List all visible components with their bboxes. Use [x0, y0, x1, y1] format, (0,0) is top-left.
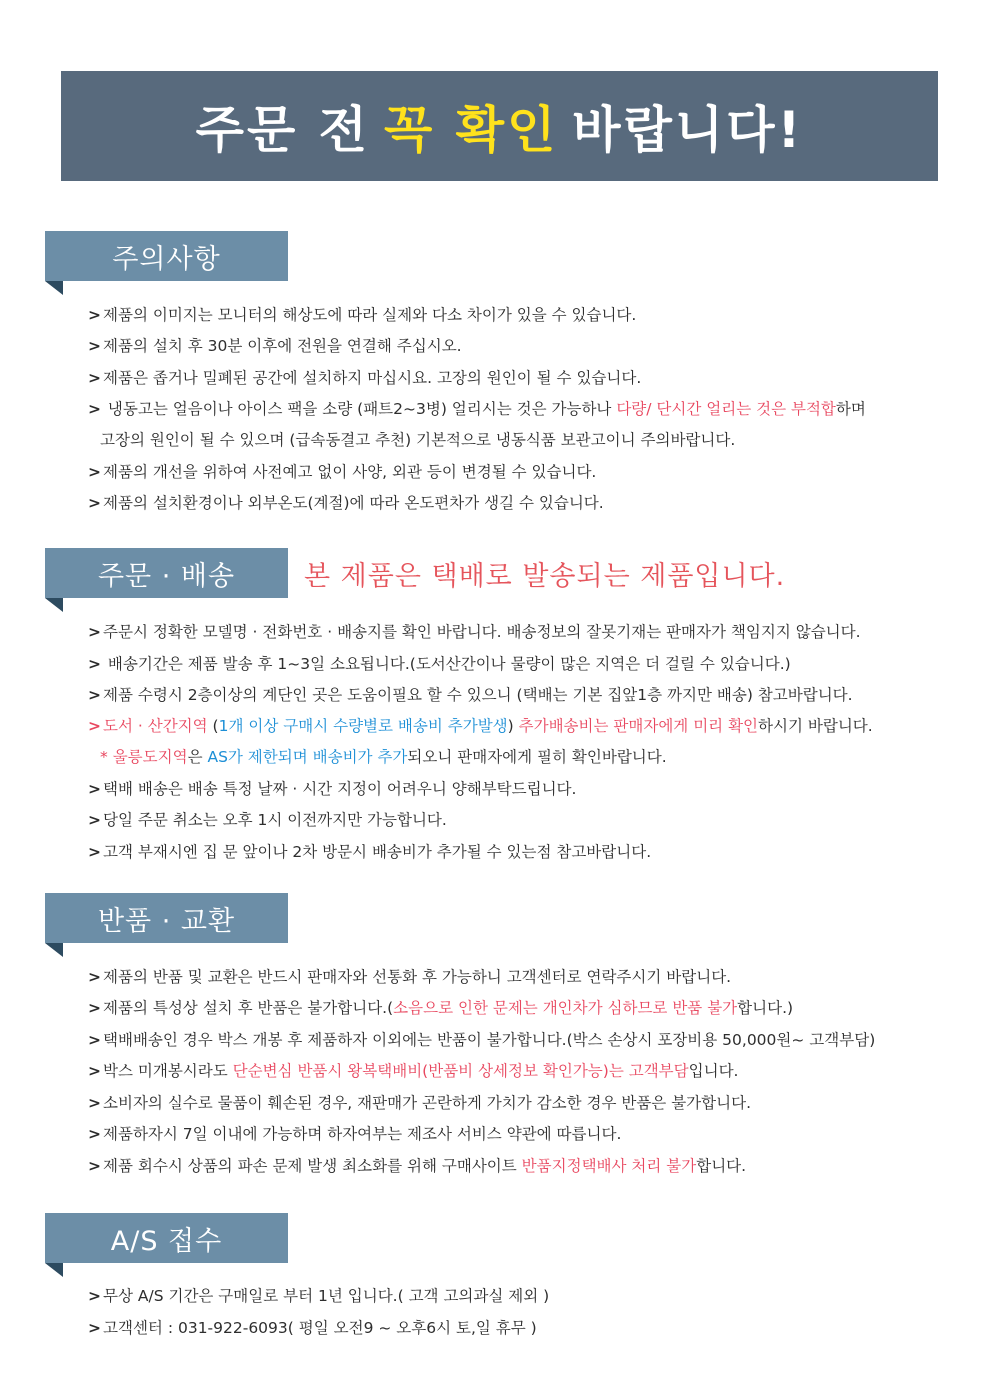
- chevron-right-icon: >: [88, 999, 101, 1017]
- banner-highlight: 꼭 확인: [383, 101, 559, 159]
- chevron-right-icon: >: [88, 623, 101, 641]
- chevron-right-icon: >: [88, 968, 101, 986]
- list-item-continuation: 고장의 원인이 될 수 있으며 (급속동결고 추천) 기본적으로 냉동식품 보관고이니 주의바랍니다.: [100, 431, 736, 449]
- list-item: > 제품의 이미지는 모니터의 해상도에 따라 실제와 다소 차이가 있을 수 있습니다.: [88, 306, 637, 324]
- page-banner: [61, 71, 938, 181]
- list-item: > 제품의 설치환경이나 외부온도(계절)에 따라 온도편차가 생길 수 있습니다.: [88, 494, 604, 512]
- chevron-right-icon: >: [88, 463, 101, 481]
- chevron-right-icon: >: [88, 1062, 101, 1080]
- list-item: > 택배 배송은 배송 특정 날짜 · 시간 지정이 어려우니 양해부탁드립니다.: [88, 780, 577, 798]
- chevron-right-icon: >: [88, 1094, 101, 1112]
- list-item: > 주문시 정확한 모델명 · 전화번호 · 배송지를 확인 바랍니다. 배송정보의 잘못기재는 판매자가 책임지지 않습니다.: [88, 623, 861, 641]
- section-header-as: A/S 접수: [45, 1213, 288, 1263]
- section-header-order: 주문 · 배송: [45, 548, 288, 598]
- list-item: > 무상 A/S 기간은 구매일로 부터 1년 입니다.( 고객 고의과실 제외 ): [88, 1287, 550, 1305]
- chevron-right-icon: >: [88, 780, 101, 798]
- section-header-returns: 반품 · 교환: [45, 893, 288, 943]
- chevron-right-icon: >: [88, 811, 101, 829]
- chevron-right-icon: >: [88, 843, 101, 861]
- list-item: > 제품 수령시 2층이상의 계단인 곳은 도움이필요 할 수 있으니 (택배는 기본 집앞1층 까지만 배송) 참고바랍니다.: [88, 686, 853, 704]
- chevron-right-icon: >: [88, 337, 101, 355]
- list-item: > 배송기간은 제품 발송 후 1~3일 소요됩니다.(도서산간이나 물량이 많은 지역은 더 걸릴 수 있습니다.): [88, 655, 791, 673]
- chevron-right-icon: >: [88, 1287, 101, 1305]
- list-item: > 소비자의 실수로 물품이 훼손된 경우, 재판매가 곤란하게 가치가 감소한 경우 반품은 불가합니다.: [88, 1094, 752, 1112]
- delivery-notice: 본 제품은 택배로 발송되는 제품입니다.: [304, 561, 786, 592]
- list-item: > 제품은 좁거나 밀폐된 공간에 설치하지 마십시요. 고장의 원인이 될 수 있습니다.: [88, 369, 642, 387]
- list-item-island: > 도서 · 산간지역 (1개 이상 구매시 수량별로 배송비 추가발생) 추가배송비는 판매자에게 미리 확인하시기 바랍니다.: [88, 717, 873, 735]
- chevron-right-icon: >: [88, 306, 101, 324]
- chevron-right-icon: >: [88, 369, 101, 387]
- list-item: > 당일 주문 취소는 오후 1시 이전까지만 가능합니다.: [88, 811, 447, 829]
- chevron-right-icon: >: [88, 717, 101, 735]
- list-item: > 고객센터 : 031-922-6093( 평일 오전9 ~ 오후6시 토,일 휴무 ): [88, 1319, 537, 1337]
- list-item: > 택배배송인 경우 박스 개봉 후 제품하자 이외에는 반품이 불가합니다.(박스 손상시 포장비용 50,000원~ 고객부담): [88, 1031, 876, 1049]
- list-item: > 제품의 반품 및 교환은 반드시 판매자와 선통화 후 가능하니 고객센터로 연락주시기 바랍니다.: [88, 968, 732, 986]
- chevron-right-icon: >: [88, 1125, 101, 1143]
- list-item-freezer: > 냉동고는 얼음이나 아이스 팩을 소량 (패트2~3병) 얼리시는 것은 가능하나 다량/ 단시간 얼리는 것은 부적합하며: [88, 400, 866, 418]
- chevron-right-icon: >: [88, 400, 101, 418]
- list-item: > 고객 부재시엔 집 문 앞이나 2차 방문시 배송비가 추가될 수 있는점 참고바랍니다.: [88, 843, 652, 861]
- list-item-noise: > 제품의 특성상 설치 후 반품은 불가합니다.(소음으로 인한 문제는 개인차가 심하므로 반품 불가합니다.): [88, 999, 794, 1017]
- list-item-pickup: > 제품 회수시 상품의 파손 문제 발생 최소화를 위해 구매사이트 반품지정택배사 처리 불가합니다.: [88, 1157, 747, 1175]
- section-header-caution: 주의사항: [45, 231, 288, 281]
- chevron-right-icon: >: [88, 1031, 101, 1049]
- chevron-right-icon: >: [88, 655, 101, 673]
- list-item: > 제품의 설치 후 30분 이후에 전원을 연결해 주십시오.: [88, 337, 462, 355]
- chevron-right-icon: >: [88, 686, 101, 704]
- list-item: > 제품의 개선을 위하여 사전예고 없이 사양, 외관 등이 변경될 수 있습니다.: [88, 463, 597, 481]
- list-item-ulleung: * 울릉도지역은 AS가 제한되며 배송비가 추가되오니 판매자에게 필히 확인바랍니다.: [100, 748, 667, 766]
- list-item: > 제품하자시 7일 이내에 가능하며 하자여부는 제조사 서비스 약관에 따릅니다.: [88, 1125, 622, 1143]
- chevron-right-icon: >: [88, 494, 101, 512]
- chevron-right-icon: >: [88, 1157, 101, 1175]
- banner-text-2: 바랍니다!: [572, 101, 804, 159]
- banner-text-1: 주문 전: [195, 101, 370, 159]
- list-item-unopened: > 박스 미개봉시라도 단순변심 반품시 왕복택배비(반품비 상세정보 확인가능)는 고객부담입니다.: [88, 1062, 739, 1080]
- chevron-right-icon: >: [88, 1319, 101, 1337]
